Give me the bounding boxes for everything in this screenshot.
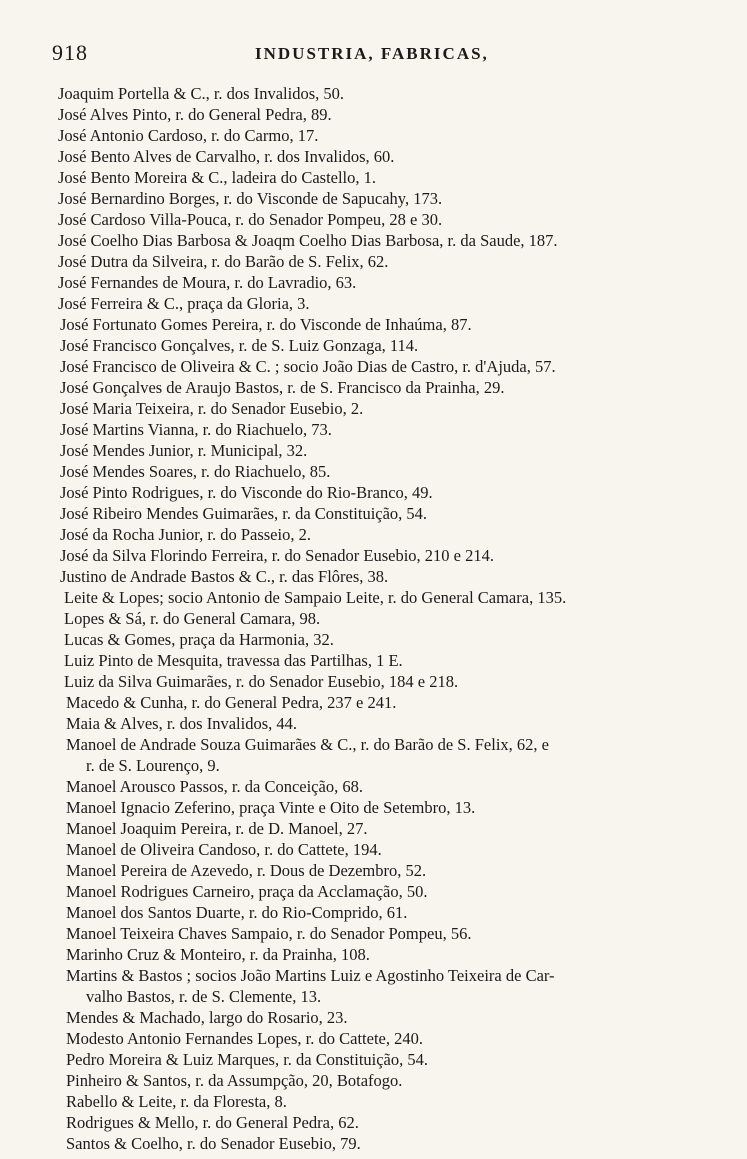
directory-entry: Lopes & Sá, r. do General Camara, 98.: [64, 609, 321, 628]
directory-entry: Rabello & Leite, r. da Floresta, 8.: [66, 1092, 287, 1111]
directory-entry: Manoel de Oliveira Candoso, r. do Cattete, 194.: [66, 840, 382, 859]
business-directory-list: [0, 83, 747, 1154]
directory-entry: José Maria Teixeira, r. do Senador Eusebio, 2.: [60, 399, 364, 418]
directory-entry: Modesto Antonio Fernandes Lopes, r. do Cattete, 240.: [66, 1029, 423, 1048]
directory-entry: Lucas & Gomes, praça da Harmonia, 32.: [64, 630, 334, 649]
directory-entry: Mendes & Machado, largo do Rosario, 23.: [66, 1008, 348, 1027]
directory-entry: Manoel Ignacio Zeferino, praça Vinte e Oito de Setembro, 13.: [66, 798, 476, 817]
directory-entry: José Fernandes de Moura, r. do Lavradio, 63.: [58, 273, 357, 292]
directory-entry: Manoel dos Santos Duarte, r. do Rio-Comprido, 61.: [66, 903, 408, 922]
page-header: [0, 40, 747, 80]
directory-entry: Santos & Coelho, r. do Senador Eusebio, 79.: [66, 1134, 361, 1153]
directory-entry: Leite & Lopes; socio Antonio de Sampaio Leite, r. do General Camara, 135.: [64, 588, 567, 607]
directory-entry: José Alves Pinto, r. do General Pedra, 89.: [58, 105, 332, 124]
directory-entry: José Bento Alves de Carvalho, r. dos Invalidos, 60.: [58, 147, 395, 166]
directory-entry: Macedo & Cunha, r. do General Pedra, 237 e 241.: [66, 693, 397, 712]
directory-entry: José da Rocha Junior, r. do Passeio, 2.: [60, 525, 311, 544]
directory-entry: José Mendes Soares, r. do Riachuelo, 85.: [60, 462, 331, 481]
directory-entry: José Ferreira & C., praça da Gloria, 3.: [58, 294, 310, 313]
directory-entry: José Francisco Gonçalves, r. de S. Luiz Gonzaga, 114.: [60, 336, 419, 355]
directory-entry: José Dutra da Silveira, r. do Barão de S. Felix, 62.: [58, 252, 389, 271]
directory-entry: José Mendes Junior, r. Municipal, 32.: [60, 441, 308, 460]
directory-entry-continuation: r. de S. Lourenço, 9.: [86, 756, 220, 775]
directory-entry: José Fortunato Gomes Pereira, r. do Visconde de Inhaúma, 87.: [60, 315, 472, 334]
directory-entry: Rodrigues & Mello, r. do General Pedra, 62.: [66, 1113, 359, 1132]
directory-entry: Manoel Teixeira Chaves Sampaio, r. do Senador Pompeu, 56.: [66, 924, 472, 943]
directory-entry: Manoel Joaquim Pereira, r. de D. Manoel, 27.: [66, 819, 368, 838]
directory-entry: Marinho Cruz & Monteiro, r. da Prainha, 108.: [66, 945, 370, 964]
directory-entry: Pinheiro & Santos, r. da Assumpção, 20, Botafogo.: [66, 1071, 403, 1090]
directory-entry: Maia & Alves, r. dos Invalidos, 44.: [66, 714, 297, 733]
directory-entry: Joaquim Portella & C., r. dos Invalidos, 50.: [58, 84, 344, 103]
directory-entry-continuation: valho Bastos, r. de S. Clemente, 13.: [86, 987, 322, 1006]
directory-entry: José Gonçalves de Araujo Bastos, r. de S. Francisco da Prainha, 29.: [60, 378, 505, 397]
directory-entry: Manoel de Andrade Souza Guimarães & C., r. do Barão de S. Felix, 62, e: [66, 735, 549, 754]
directory-entry: Manoel Pereira de Azevedo, r. Dous de Dezembro, 52.: [66, 861, 427, 880]
directory-entry: José da Silva Florindo Ferreira, r. do Senador Eusebio, 210 e 214.: [60, 546, 494, 565]
directory-entry: José Bento Moreira & C., ladeira do Castello, 1.: [58, 168, 377, 187]
directory-entry: José Martins Vianna, r. do Riachuelo, 73.: [60, 420, 332, 439]
directory-entry: José Francisco de Oliveira & C. ; socio João Dias de Castro, r. d'Ajuda, 57.: [60, 357, 556, 376]
directory-entry: Luiz da Silva Guimarães, r. do Senador Eusebio, 184 e 218.: [64, 672, 459, 691]
running-head: INDUSTRIA, FABRICAS,: [255, 44, 489, 63]
directory-entry: Martins & Bastos ; socios João Martins Luiz e Agostinho Teixeira de Car-: [66, 966, 555, 985]
directory-entry: Manoel Arousco Passos, r. da Conceição, 68.: [66, 777, 363, 796]
directory-entry: José Coelho Dias Barbosa & Joaqm Coelho Dias Barbosa, r. da Saude, 187.: [58, 231, 558, 250]
directory-entry: José Antonio Cardoso, r. do Carmo, 17.: [58, 126, 319, 145]
directory-entry: José Bernardino Borges, r. do Visconde de Sapucahy, 173.: [58, 189, 443, 208]
directory-entry: Luiz Pinto de Mesquita, travessa das Partilhas, 1 E.: [64, 651, 403, 670]
directory-entry: José Pinto Rodrigues, r. do Visconde do Rio-Branco, 49.: [60, 483, 433, 502]
directory-entry: José Ribeiro Mendes Guimarães, r. da Constituição, 54.: [60, 504, 428, 523]
directory-entry: Justino de Andrade Bastos & C., r. das Flôres, 38.: [60, 567, 389, 586]
directory-entry: Pedro Moreira & Luiz Marques, r. da Constituição, 54.: [66, 1050, 429, 1069]
page-number: 918: [52, 40, 88, 65]
directory-entry: José Cardoso Villa-Pouca, r. do Senador Pompeu, 28 e 30.: [58, 210, 443, 229]
directory-entry: Manoel Rodrigues Carneiro, praça da Acclamação, 50.: [66, 882, 428, 901]
